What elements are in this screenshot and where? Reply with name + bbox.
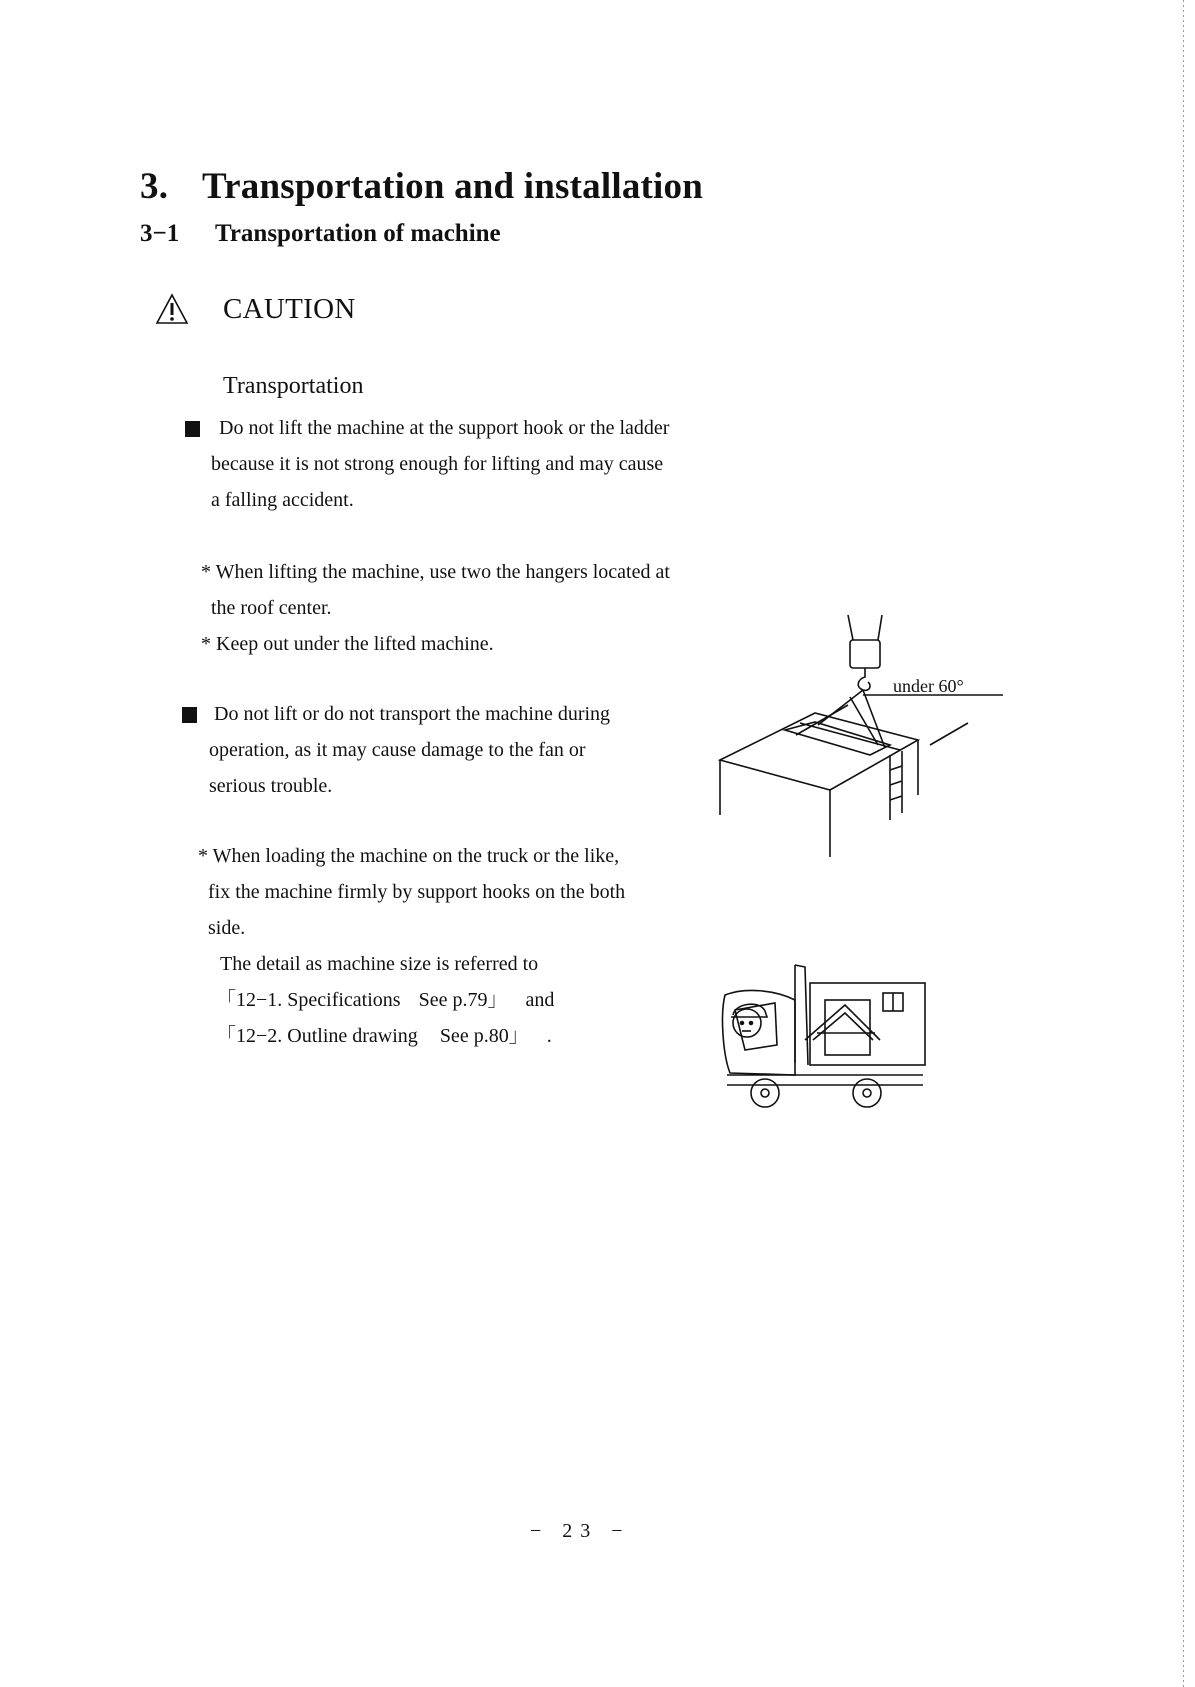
reference-tail: . — [546, 1025, 552, 1047]
reference-page: See p.79 — [418, 989, 488, 1011]
bracket-close: 」 — [508, 1025, 529, 1047]
bracket-open: 「 — [216, 1025, 236, 1047]
square-bullet-icon — [182, 707, 197, 723]
item2-line2: operation, as it may cause damage to the fan or — [209, 739, 586, 761]
reference-tail: and — [525, 989, 555, 1011]
reference-outline-drawing — [216, 1018, 552, 1054]
lifting-illustration — [700, 605, 1010, 865]
reference-specifications — [216, 982, 554, 1018]
item1-line3: a falling accident. — [211, 489, 354, 511]
bracket-open: 「 — [216, 989, 236, 1011]
square-bullet-icon — [185, 421, 200, 437]
item1-note1-line1: * When lifting the machine, use two the hangers located at — [201, 561, 670, 583]
bracket-close: 」 — [487, 989, 508, 1011]
item2-note1-line2: fix the machine firmly by support hooks on the both — [208, 881, 626, 903]
item1-line1: Do not lift the machine at the support hook or the ladder — [219, 417, 670, 439]
reference-label: 12−2. Outline drawing — [236, 1025, 418, 1047]
item1-line2: because it is not strong enough for lifting and may cause — [211, 453, 664, 475]
scan-edge-line — [1183, 0, 1184, 1687]
caution-label: CAUTION — [223, 293, 356, 325]
reference-page: See p.80 — [439, 1025, 509, 1047]
angle-label: under 60° — [893, 676, 964, 696]
item1-note1-line2: the roof center. — [211, 597, 332, 619]
truck-illustration — [705, 945, 930, 1115]
item2-note1-line3: side. — [208, 917, 246, 939]
machine-box-icon — [720, 705, 968, 857]
item2-line1: Do not lift or do not transport the machine during — [214, 703, 611, 725]
crane-hook-icon — [848, 615, 882, 690]
item2-line3: serious trouble. — [209, 775, 333, 797]
transportation-subhead: Transportation — [223, 373, 364, 399]
section-title: Transportation of machine — [215, 220, 501, 247]
item1-note2-line1: * Keep out under the lifted machine. — [201, 633, 494, 655]
page-heading — [140, 165, 703, 208]
detail-intro: The detail as machine size is referred to — [220, 953, 539, 975]
section-number: 3−1 — [140, 220, 180, 247]
section-heading — [140, 220, 501, 248]
heading-number: 3. — [140, 166, 169, 207]
page-number: − 23 − — [530, 1520, 631, 1542]
item2-note1-line1: * When loading the machine on the truck or the like, — [198, 845, 620, 867]
heading-title: Transportation and installation — [202, 166, 704, 207]
warning-triangle-icon — [155, 293, 189, 325]
reference-label: 12−1. Specifications — [236, 989, 401, 1011]
